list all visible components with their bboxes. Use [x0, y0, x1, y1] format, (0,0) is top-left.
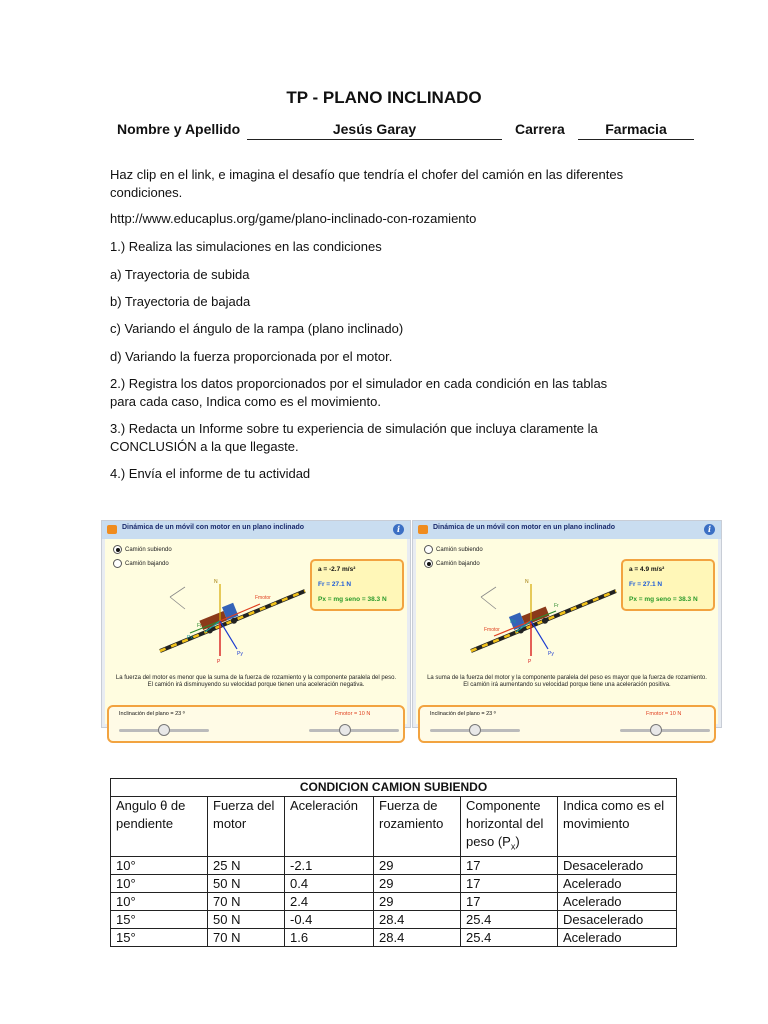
career-label: Carrera	[515, 121, 565, 137]
cell-movement: Acelerado	[558, 874, 677, 892]
sim-caption: La fuerza del motor es menor que la suma de la fuerza de rozamiento y la componente paralela del peso. El camión irá disminuyendo su velocidad porque tienen una aceleración negativa.	[115, 675, 397, 688]
info-icon[interactable]: i	[704, 524, 715, 535]
radio-label: Camión bajando	[125, 561, 169, 568]
label-px: Px	[187, 635, 193, 641]
header-component-text: Componente horizontal del peso	[466, 798, 544, 849]
cell-movement: Acelerado	[558, 892, 677, 910]
axis-line	[481, 587, 496, 597]
table-row	[111, 928, 677, 946]
cell-component: 17	[461, 874, 558, 892]
header-component: Componente horizontal del peso $(P_x)$	[461, 797, 558, 857]
cell-component: 25.4	[461, 928, 558, 946]
cell-component: 17	[461, 892, 558, 910]
cell-friction: 29	[374, 856, 461, 874]
cell-movement: Acelerado	[558, 928, 677, 946]
header-force: Fuerza del motor	[208, 797, 285, 857]
table-body	[111, 856, 677, 946]
incline-slider-label: Inclinación del plano = 23 º	[430, 711, 496, 717]
cell-force: 70 N	[208, 928, 285, 946]
motor-slider-knob[interactable]	[339, 724, 351, 736]
header-movement: Indica como es el movimiento	[558, 797, 677, 857]
cell-force: 25 N	[208, 856, 285, 874]
instruction-1: 1.) Realiza las simulaciones en las condiciones	[110, 239, 382, 254]
incline-slider-label: Inclinación del plano = 23 º	[119, 711, 185, 717]
intro-paragraph: Haz clip en el link, e imagina el desafío que tendría el chofer del camión en las diferentes condiciones.	[110, 167, 624, 200]
header-friction: Fuerza de rozamiento	[374, 797, 461, 857]
name-value: Jesús Garay	[247, 121, 502, 140]
slider-panel	[107, 705, 405, 743]
label-p: P	[217, 659, 221, 665]
label-fr: Fr	[554, 603, 559, 609]
axis-line	[170, 597, 185, 609]
label-px: Px	[510, 619, 516, 625]
incline-slider-knob[interactable]	[158, 724, 170, 736]
app-logo-icon	[107, 525, 117, 534]
sim-header	[413, 521, 721, 539]
app-logo-icon	[418, 525, 428, 534]
cell-movement: Desacelerado	[558, 856, 677, 874]
radio-label: Camión bajando	[436, 561, 480, 568]
friction-readout: Fr = 27.1 N	[629, 581, 663, 588]
cell-accel: 0.4	[285, 874, 374, 892]
label-py: Py	[237, 651, 243, 657]
header-accel: Aceleración	[285, 797, 374, 857]
px-readout: Px = mg seno = 38.3 N	[629, 596, 698, 603]
instruction-1b: b) Trayectoria de bajada	[110, 294, 251, 309]
motor-slider-knob[interactable]	[650, 724, 662, 736]
data-table	[110, 778, 677, 947]
cell-force: 70 N	[208, 892, 285, 910]
label-n: N	[214, 579, 218, 585]
cell-movement: Desacelerado	[558, 910, 677, 928]
radio-label: Camión subiendo	[125, 547, 172, 554]
py-arrow	[531, 621, 548, 649]
header-angle: Angulo θ de pendiente	[111, 797, 208, 857]
cell-angle: 15°	[111, 928, 208, 946]
instruction-4: 4.) Envía el informe de tu actividad	[110, 466, 311, 481]
table-row	[111, 910, 677, 928]
instruction-1a: a) Trayectoria de subida	[110, 267, 250, 282]
sim-header	[102, 521, 410, 539]
header-component-sub: x	[510, 841, 516, 852]
name-label: Nombre y Apellido	[117, 121, 241, 137]
table-row	[111, 874, 677, 892]
results-box	[621, 559, 715, 611]
table-row	[111, 856, 677, 874]
cell-component: 25.4	[461, 910, 558, 928]
py-arrow	[220, 621, 237, 649]
cell-accel: 1.6	[285, 928, 374, 946]
results-box	[310, 559, 404, 611]
table-row	[111, 892, 677, 910]
cell-friction: 28.4	[374, 928, 461, 946]
cell-friction: 29	[374, 874, 461, 892]
label-fmotor: Fmotor	[484, 627, 500, 633]
axis-line	[170, 587, 185, 597]
friction-readout: Fr = 27.1 N	[318, 581, 352, 588]
simulator-screenshot-uphill	[101, 520, 411, 728]
career-value: Farmacia	[578, 121, 694, 140]
cell-angle: 10°	[111, 892, 208, 910]
header-component-symbol: P	[502, 834, 511, 849]
table-header-row	[111, 797, 677, 857]
px-readout: Px = mg seno = 38.3 N	[318, 596, 387, 603]
cell-angle: 10°	[111, 856, 208, 874]
incline-slider-track[interactable]	[430, 729, 520, 732]
label-p: P	[528, 659, 532, 665]
motor-slider-track[interactable]	[309, 729, 399, 732]
motor-slider-label: Fmotor = 10 N	[646, 711, 682, 717]
instruction-1d: d) Variando la fuerza proporcionada por el motor.	[110, 349, 393, 364]
label-fmotor: Fmotor	[255, 595, 271, 601]
cell-force: 50 N	[208, 874, 285, 892]
sim-body	[105, 539, 407, 724]
cell-angle: 15°	[111, 910, 208, 928]
simulation-link[interactable]: http://www.educaplus.org/game/plano-inclinado-con-rozamiento	[110, 211, 477, 226]
sim-caption: La suma de la fuerza del motor y la componente paralela del peso es mayor que la fuerza de rozamiento. El camión irá aumentando su velocidad porque tiene una aceleración positiva.	[427, 675, 707, 688]
sim-body	[416, 539, 718, 724]
axis-line	[481, 597, 496, 609]
radio-label: Camión subiendo	[436, 547, 483, 554]
label-n: N	[525, 579, 529, 585]
cell-friction: 28.4	[374, 910, 461, 928]
slider-panel	[418, 705, 716, 743]
incline-slider-knob[interactable]	[469, 724, 481, 736]
cell-force: 50 N	[208, 910, 285, 928]
acceleration-readout: a = -2.7 m/s²	[318, 566, 356, 573]
cell-angle: 10°	[111, 874, 208, 892]
label-fr: Fr	[197, 623, 202, 629]
cell-accel: -2.1	[285, 856, 374, 874]
cell-accel: -0.4	[285, 910, 374, 928]
page-title: TP - PLANO INCLINADO	[286, 88, 482, 107]
label-py: Py	[548, 651, 554, 657]
cell-component: 17	[461, 856, 558, 874]
cell-friction: 29	[374, 892, 461, 910]
student-info-row	[0, 121, 768, 141]
acceleration-readout: a = 4.9 m/s²	[629, 566, 665, 573]
instruction-2: 2.) Registra los datos proporcionados por el simulador en cada condición en las tablas para cada caso, Indica como es el movimiento.	[110, 376, 608, 409]
instruction-1c: c) Variando el ángulo de la rampa (plano inclinado)	[110, 321, 404, 336]
table-title: CONDICION CAMION SUBIENDO	[111, 779, 677, 797]
info-icon[interactable]: i	[393, 524, 404, 535]
motor-slider-track[interactable]	[620, 729, 710, 732]
incline-slider-track[interactable]	[119, 729, 209, 732]
sim-title: Dinámica de un móvil con motor en un plano inclinado	[122, 524, 305, 531]
cell-accel: 2.4	[285, 892, 374, 910]
instruction-3: 3.) Redacta un Informe sobre tu experiencia de simulación que incluya claramente la CONCLUSIÓN a la que llegaste.	[110, 421, 598, 454]
motor-slider-label: Fmotor = 10 N	[335, 711, 371, 717]
simulator-screenshot-downhill	[412, 520, 722, 728]
sim-title: Dinámica de un móvil con motor en un plano inclinado	[433, 524, 616, 531]
